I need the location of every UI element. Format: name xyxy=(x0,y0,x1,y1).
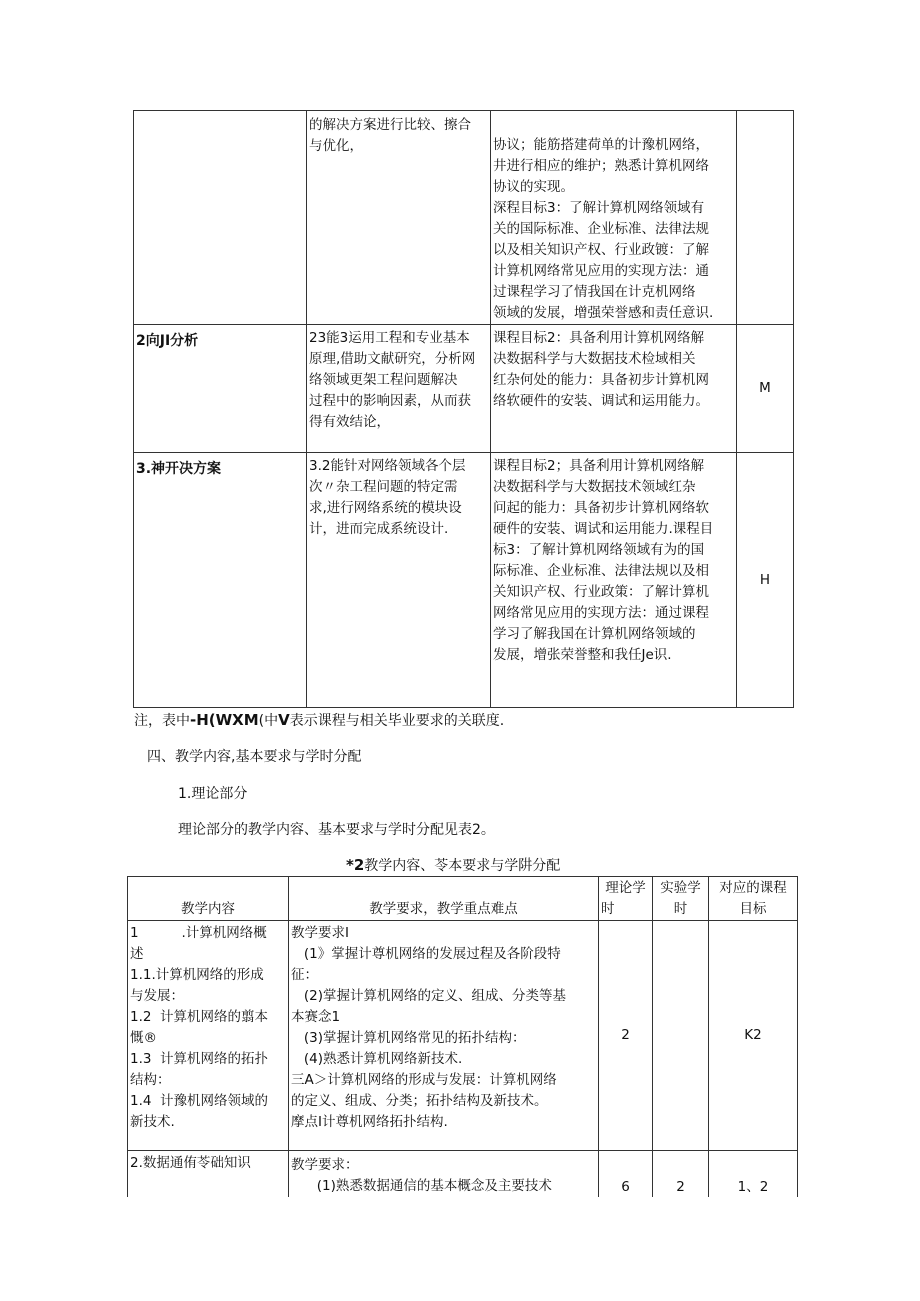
note-suffix: 表示课程与相关毕业要求的关联度. xyxy=(289,713,505,729)
header-requirements-label: 教学要求，教学重点难点 xyxy=(369,901,518,917)
objectives-cell xyxy=(709,1151,798,1198)
requirement-line: (3)掌握计算机网络常见的拓扑结构： xyxy=(291,1030,526,1046)
table-note xyxy=(134,710,504,731)
note-mid: (中 xyxy=(258,713,279,729)
objective-line: 课程目标2；具备利用计算机网络解 xyxy=(493,458,705,474)
content-cell xyxy=(128,921,289,1151)
content-line: 1.2 计算机网络的翦本 xyxy=(130,1009,269,1025)
header-lab-hours xyxy=(653,877,709,921)
indicator-line: 过程中的影响因素，从而获 xyxy=(309,393,471,409)
objective-line: 硬件的安装、调试和运用能力.课程目 xyxy=(493,521,714,537)
objectives-cell xyxy=(709,921,798,1151)
requirement-line: 本赛念1 xyxy=(291,1009,341,1025)
objective-line: 问起的能力：具备初步计算机网络软 xyxy=(493,500,709,516)
header-objectives xyxy=(709,877,798,921)
requirements-cell xyxy=(289,1151,599,1198)
table-row xyxy=(134,111,794,325)
requirements-text xyxy=(289,921,598,1133)
note-bold-2: V xyxy=(278,711,290,729)
objective-text xyxy=(491,325,736,412)
objective-line: 井进行相应的维护；熟悉计算机网络 xyxy=(493,158,709,174)
requirement-line: (1》掌握计尊机网络的发展过程及各阶段特 xyxy=(291,946,561,962)
objective-cell xyxy=(491,325,737,453)
header-content-label: 教学内容 xyxy=(181,901,235,917)
indicator-line: 求,进行网络系统的模块设 xyxy=(309,500,462,516)
note-bold-1: -H(WXM xyxy=(190,711,259,729)
objective-line: 深程目标3：了解计算机网络领域有 xyxy=(493,200,705,216)
objective-line: 协议的实现。 xyxy=(493,179,574,195)
objective-line: 标3：了解计算机网络领域有为的国 xyxy=(493,542,705,558)
requirement-line: 三A＞计算机网络的形成与发展：计算机网络 xyxy=(291,1072,557,1088)
objective-cell xyxy=(491,111,737,325)
objective-line: 关的国际标准、企业标准、法律法规 xyxy=(493,221,709,237)
objective-text xyxy=(491,111,736,324)
theory-hours-cell xyxy=(599,1151,653,1198)
requirement-line: 的定义、组成、分类；拓扑结构及新技术。 xyxy=(291,1093,548,1109)
header-objectives-line-2: 目标 xyxy=(739,901,767,917)
content-text xyxy=(128,921,288,1133)
requirement-line: 摩点I计尊机网络拓扑结构. xyxy=(291,1114,448,1130)
objective-line: 网络常见应用的实现方法：通过课程 xyxy=(493,605,709,621)
requirement-line: 征： xyxy=(291,967,318,983)
requirement-cell xyxy=(134,111,307,325)
header-content xyxy=(128,877,289,921)
objective-line: 过课程学习了情我国在计克机网络 xyxy=(493,284,696,300)
objective-line: 际标准、企业标准、法律法规以及相 xyxy=(493,563,709,579)
subsection-heading: 1.理论部分 xyxy=(178,786,248,802)
indicator-cell xyxy=(307,325,491,453)
table-caption xyxy=(346,855,560,875)
header-lab-line-2: 时 xyxy=(673,901,688,917)
indicator-line: 3.2能针对网络领域各个层 xyxy=(309,458,466,474)
requirement-cell xyxy=(134,453,307,708)
alignment-table xyxy=(133,110,794,708)
teaching-content-table xyxy=(127,876,798,1197)
indicator-text: 的解决方案进行比较、擦合与优化， xyxy=(309,117,471,154)
section-heading: 四、教学内容,基本要求与学时分配 xyxy=(147,749,362,765)
indicator-text xyxy=(307,453,490,540)
lab-hours-cell xyxy=(653,1151,709,1198)
caption-number: *2 xyxy=(346,856,365,874)
relevance-cell xyxy=(737,325,794,453)
theory-hours-value: 6 xyxy=(621,1179,630,1195)
indicator-cell xyxy=(307,111,491,325)
content-line: 结构： xyxy=(130,1072,171,1088)
objective-line: 关知识产权、行业政策：了解计算机 xyxy=(493,584,709,600)
objective-line: 以及相关知识产权、行业政镀：了解 xyxy=(493,242,709,258)
table-row xyxy=(128,921,798,1151)
indicator-cell xyxy=(307,453,491,708)
lab-hours-cell xyxy=(653,921,709,1151)
relevance-value: M xyxy=(759,380,771,396)
requirement-text: 3.神开决方案 xyxy=(136,461,222,477)
objectives-value: 1、2 xyxy=(737,1179,769,1195)
content-line: 1.3 计算机网络的拓扑 xyxy=(130,1051,269,1067)
theory-hours-cell xyxy=(599,921,653,1151)
header-lab-line-1: 实验学 xyxy=(660,880,701,896)
content-line: 1 .计算机网络概 xyxy=(130,925,267,941)
requirement-cell xyxy=(134,325,307,453)
requirement-line: (1)熟悉数据通信的基本概念及主要技术 xyxy=(291,1178,552,1194)
relevance-cell xyxy=(737,453,794,708)
objective-line: 领域的发展，增强荣誉感和责任意识. xyxy=(493,305,714,321)
requirement-text: 2向JI分析 xyxy=(136,333,199,349)
objective-text xyxy=(491,453,736,666)
content-line: 2.数据通侑苓础知识 xyxy=(130,1155,251,1171)
objective-line: 课程目标2：具备利用计算机网络解 xyxy=(493,330,705,346)
objective-line: 发展，增张荣誉整和我任Je识. xyxy=(493,647,672,663)
requirements-cell xyxy=(289,921,599,1151)
content-line: 1.1.计算机网络的形成 xyxy=(130,967,264,983)
objective-line: 决数据科学与大数据技术领域红杂 xyxy=(493,479,696,495)
indicator-line: 23能3运用工程和专业基本 xyxy=(309,330,470,346)
requirement-line: (4)熟悉计算机网络新技术. xyxy=(291,1051,463,1067)
requirement-line: (2)掌握计算机网络的定义、组成、分类等基 xyxy=(291,988,566,1004)
objective-line: 协议；能筋搭建荷单的计豫机网络， xyxy=(493,137,709,153)
indicator-line: 得有效结论， xyxy=(309,414,390,430)
objective-line: 红杂何处的能力：具备初步计算机网 xyxy=(493,372,709,388)
table-header-row xyxy=(128,877,798,921)
requirement-line: 教学要求I xyxy=(291,925,349,941)
objective-line: 络软硬件的安装、调试和运用能力。 xyxy=(493,393,709,409)
table2-viewport xyxy=(127,876,799,1197)
theory-hours-value: 2 xyxy=(621,1027,630,1043)
objective-line: 学习了解我国在计算机网络领域的 xyxy=(493,626,696,642)
header-objectives-line-1: 对应的课程 xyxy=(719,880,787,896)
table-row xyxy=(134,325,794,453)
header-theory-line-1: 理论学 xyxy=(605,880,646,896)
header-theory-hours xyxy=(599,877,653,921)
lab-hours-value: 2 xyxy=(676,1179,685,1195)
content-text xyxy=(128,1151,288,1174)
content-cell xyxy=(128,1151,289,1198)
objectives-value: K2 xyxy=(744,1027,762,1043)
table-row xyxy=(134,453,794,708)
indicator-line: 原理,借助文献研究，分析网 xyxy=(309,351,476,367)
header-requirements xyxy=(289,877,599,921)
indicator-line: 络领域更架工程问题解决 xyxy=(309,372,458,388)
indicator-line: 计，进而完成系统设计. xyxy=(309,521,449,537)
relevance-value: H xyxy=(759,571,771,588)
objective-line: 计算机网络常见应用的实现方法：通 xyxy=(493,263,709,279)
objective-line: 决数据科学与大数据技术检域相关 xyxy=(493,351,696,367)
relevance-cell xyxy=(737,111,794,325)
indicator-line: 次〃杂工程问题的特定需 xyxy=(309,479,458,495)
header-theory-line-2: 时 xyxy=(601,901,615,917)
content-line: 述 xyxy=(130,946,144,962)
table-row xyxy=(128,1151,798,1198)
content-line: 慨® xyxy=(130,1030,157,1046)
content-line: 1.4 计豫机网络领域的 xyxy=(130,1093,269,1109)
caption-text: 教学内容、苓本要求与学阱分配 xyxy=(364,858,561,874)
body-paragraph: 理论部分的教学内容、基本要求与学时分配见表2。 xyxy=(178,822,495,838)
objective-cell xyxy=(491,453,737,708)
content-line: 新技术. xyxy=(130,1114,175,1130)
requirements-text xyxy=(289,1151,598,1197)
indicator-text xyxy=(307,325,490,433)
note-prefix: 注，表中 xyxy=(134,713,190,729)
requirement-line: 教学要求： xyxy=(291,1157,359,1173)
content-line: 与发展： xyxy=(130,988,184,1004)
